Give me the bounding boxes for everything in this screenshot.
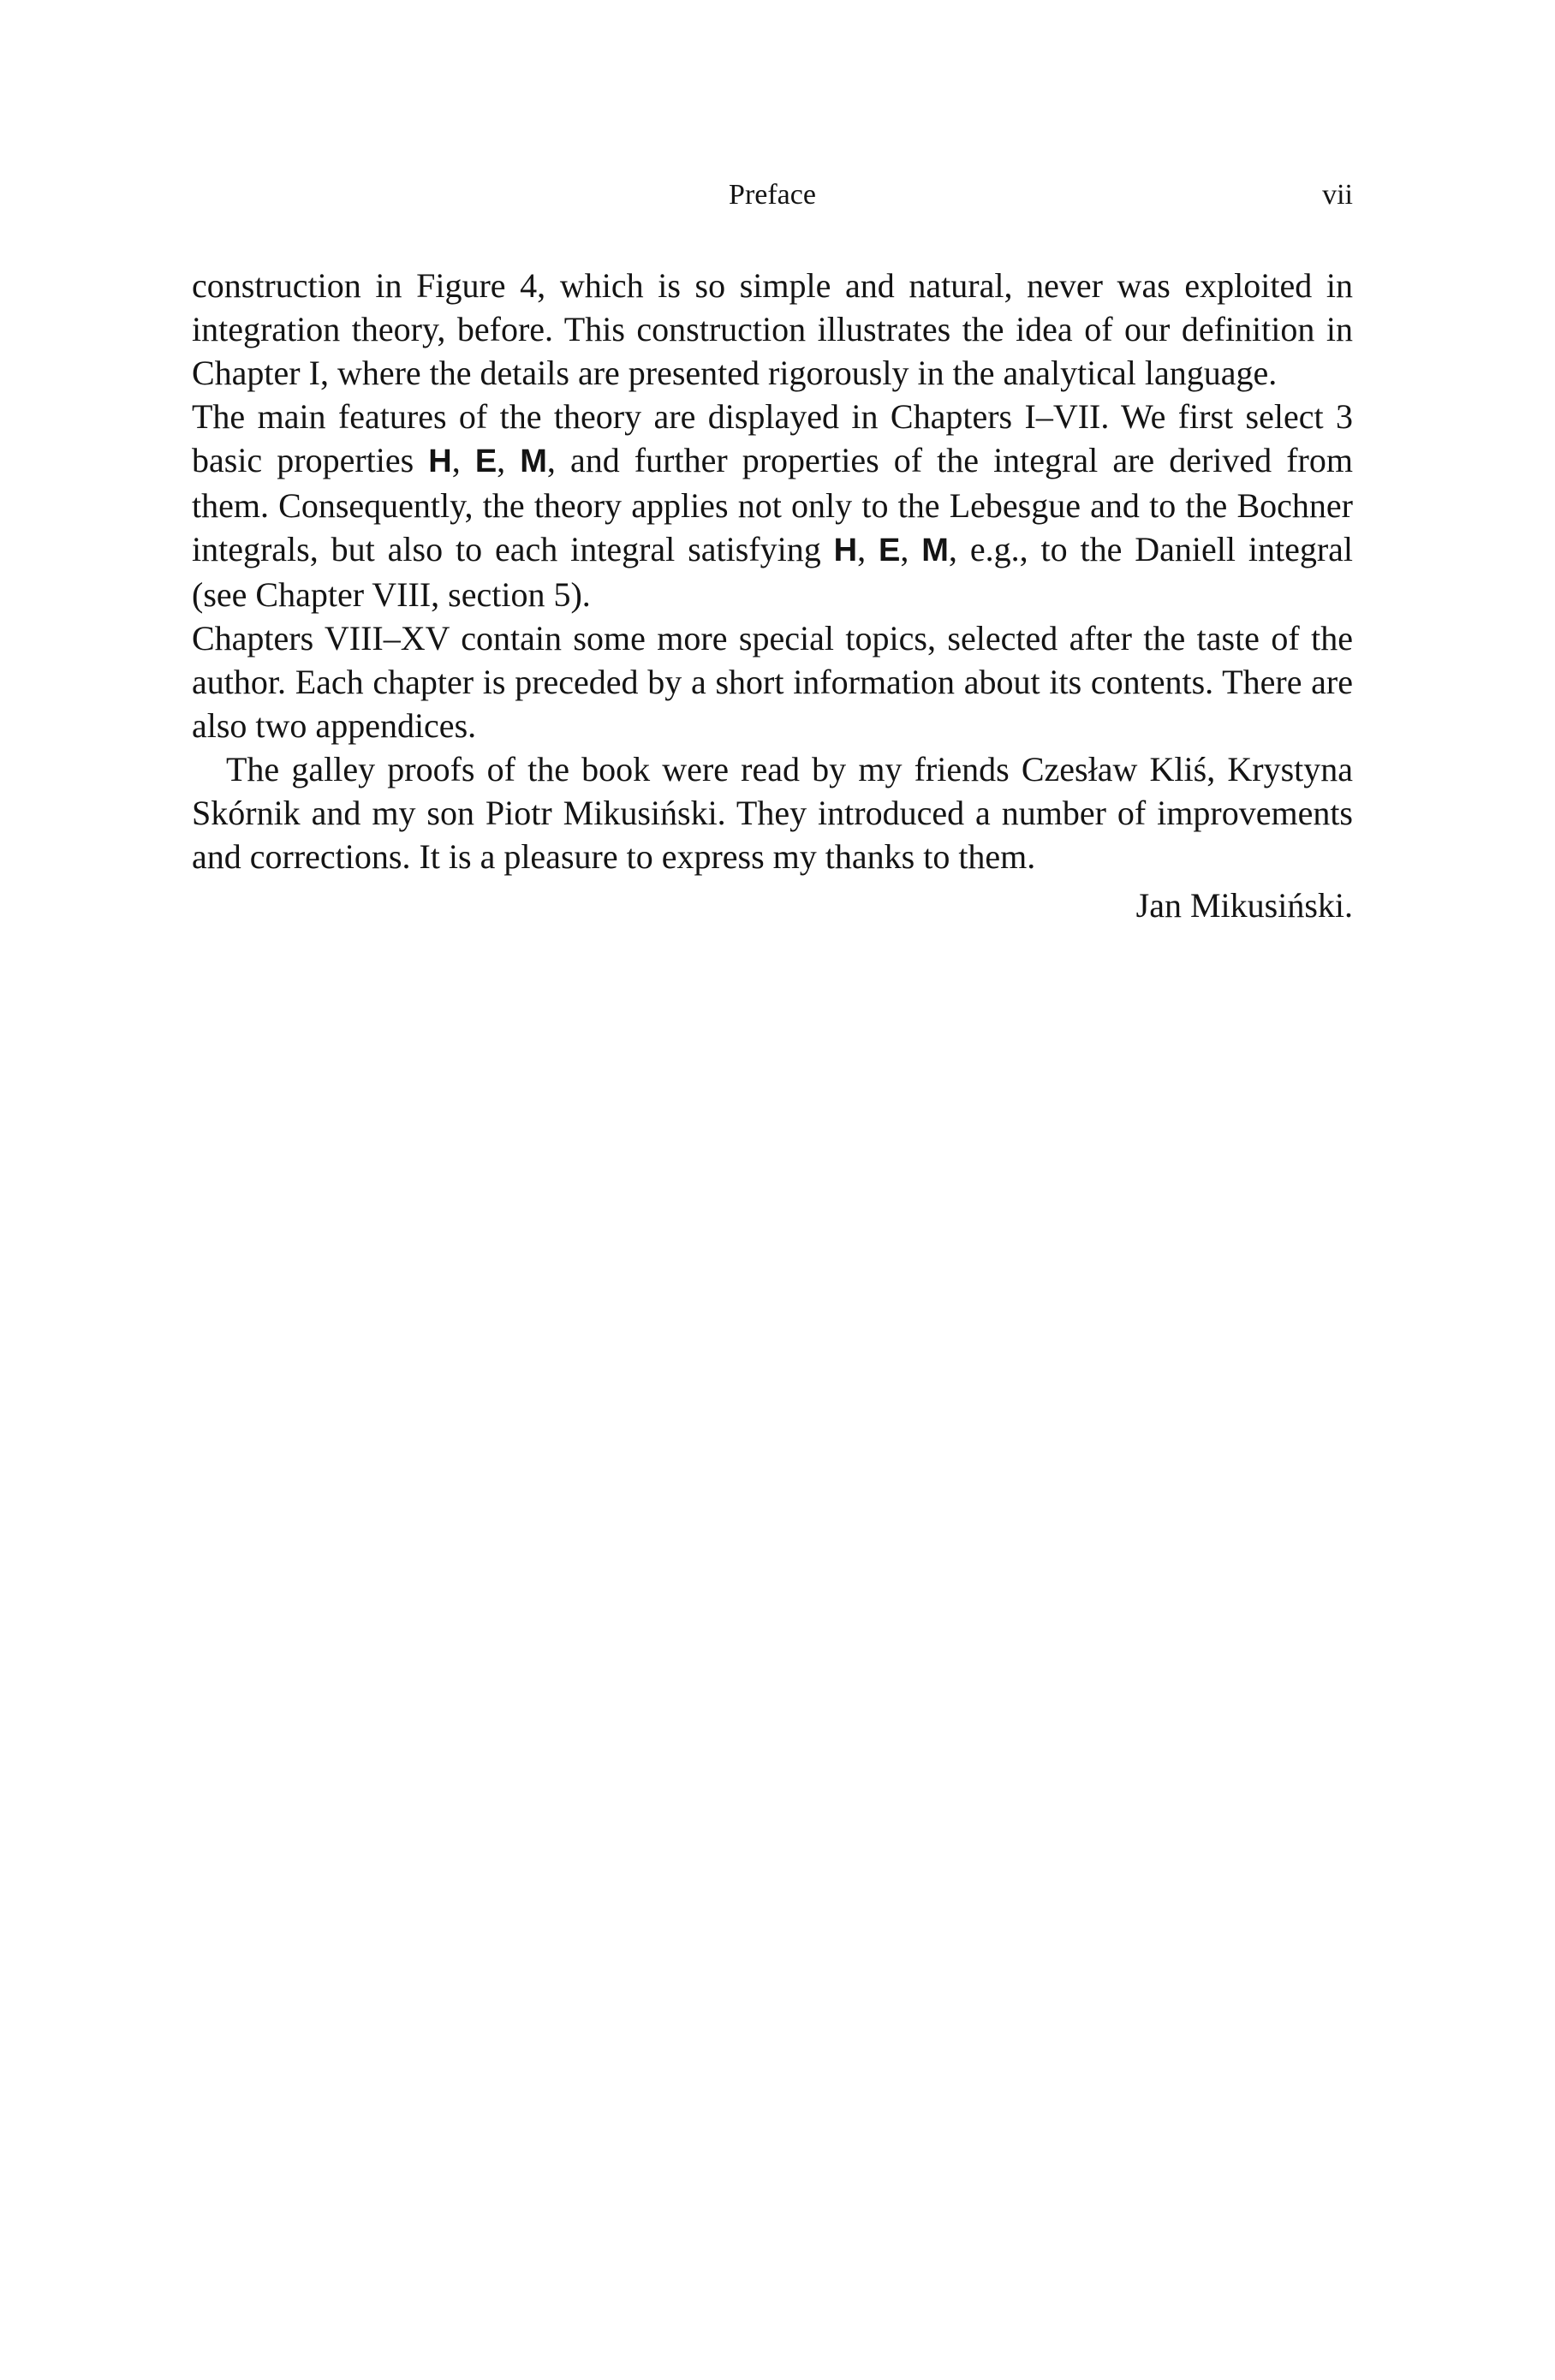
preface-text [192,264,1353,927]
author-signature: Jan Mikusiński. [1135,886,1353,925]
property-h-symbol: H [833,533,858,568]
property-m-symbol: M [921,533,949,568]
paragraph-main-features [192,395,1353,616]
paragraph-main-features-part-2: , and further properties of the integral are derived from them. Consequently, the theory applies not only to the Lebesgue and to the Bochner integrals, but also to each integral satisfying [192,441,1353,568]
paragraph-main-features-part-3: , e.g., to the Daniell integral (see Chapter VIII, section 5). [192,530,1354,614]
separator: , [497,441,521,479]
paragraph-main-features-part-1: The main features of the theory are displayed in Chapters I–VII. We first select 3 basic properties [192,397,1353,479]
paragraph-chapters-overview: Chapters VIII–XV contain some more special topics, selected after the taste of the author. Each chapter is preceded by a short information about its contents. There are also two appendices. [192,619,1353,745]
property-h-symbol: H [428,443,452,479]
paragraph-acknowledgements: The galley proofs of the book were read by my friends Czesław Kliś, Krystyna Skórnik and my son Piotr Mikusiński. They introduced a number of improvements and corrections. It is a pleasure to express my thanks to them. [192,750,1353,876]
property-e-symbol: E [879,533,901,568]
separator: , [857,530,879,568]
paragraph-construction: construction in Figure 4, which is so simple and natural, never was exploited in integration theory, before. This construction illustrates the idea of our definition in Chapter I, where the details are presented rigorously in the analytical language. [192,266,1353,392]
separator: , [900,530,922,568]
page-number: vii [1322,179,1353,211]
property-m-symbol: M [520,443,547,479]
separator: , [451,441,475,479]
running-head [192,174,1353,217]
running-title: Preface [729,179,816,211]
property-e-symbol: E [474,443,497,479]
